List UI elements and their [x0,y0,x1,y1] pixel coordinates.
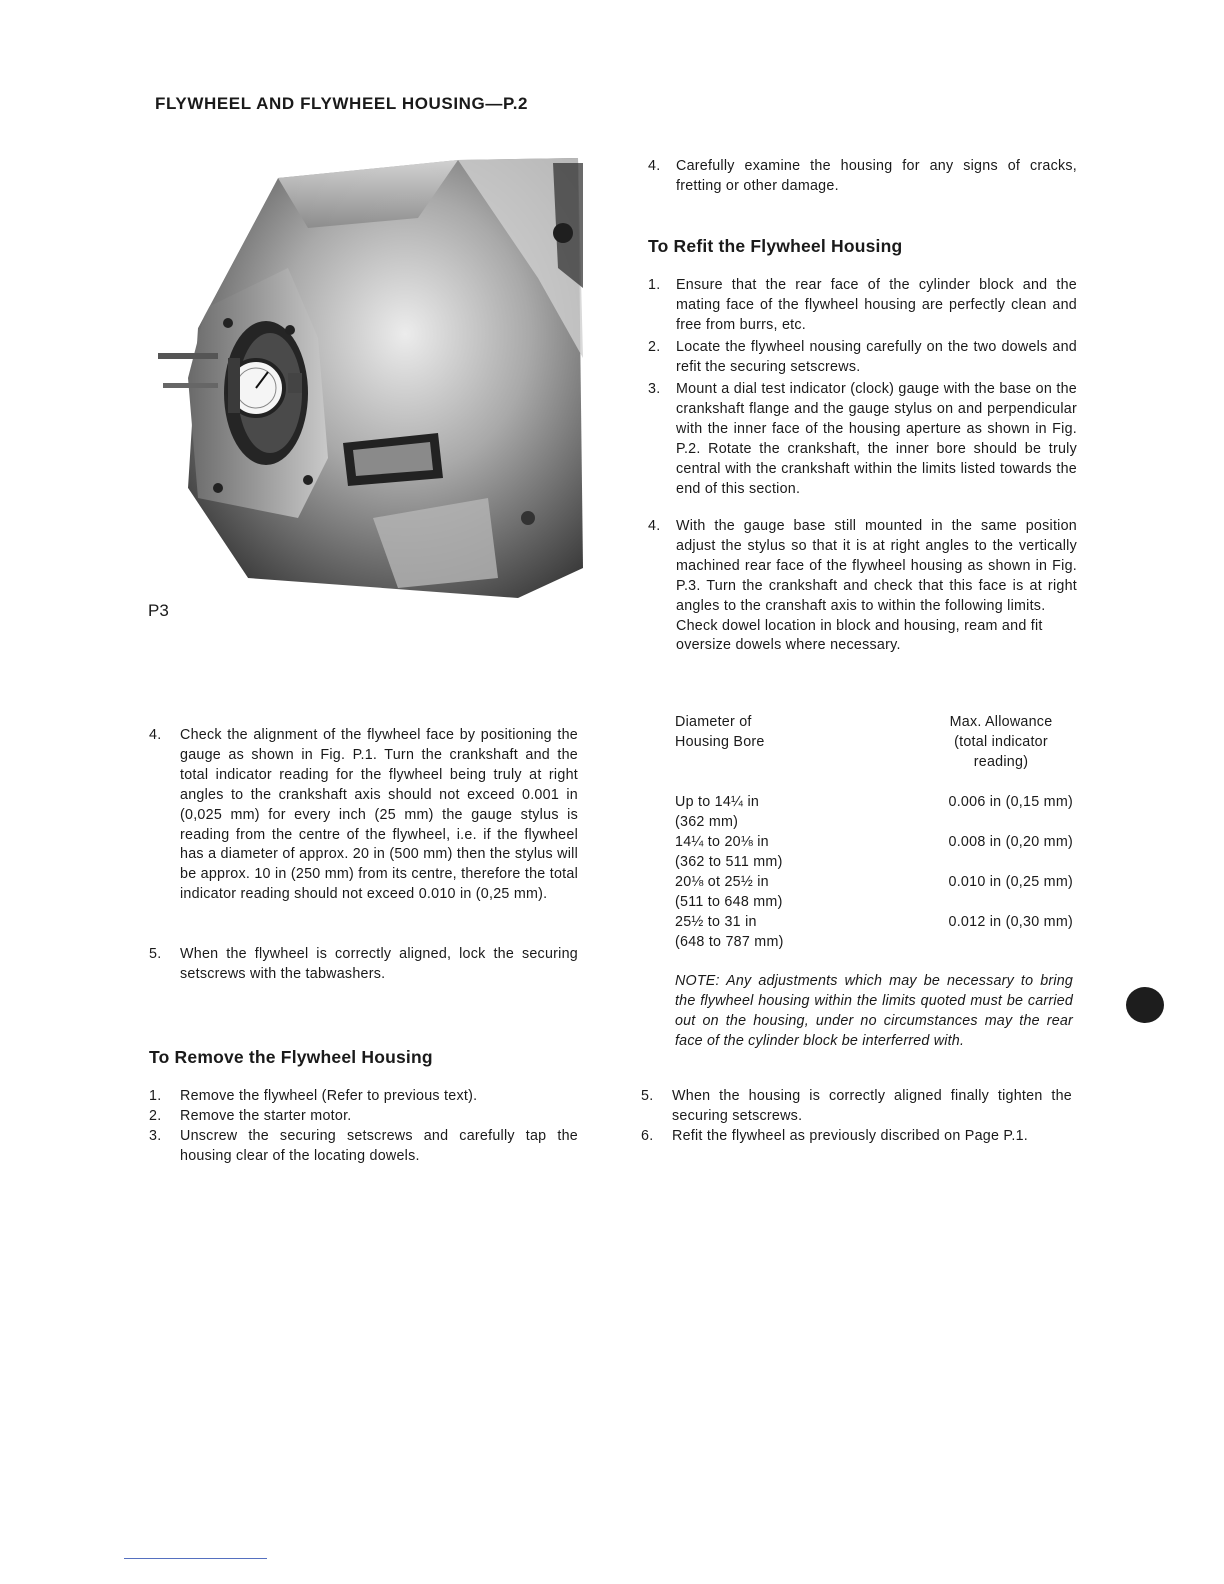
note: NOTE: Any adjustments which may be necessary to bring the flywheel housing within the limits quoted must be carried out on the housing, under no circumstances may the rear face of the cylinder block be interferred with. [675,973,1073,1049]
bore-in: 14¼ to 20⅛ in [675,834,769,850]
list-item-number: 5. [149,946,162,962]
bore-mm: (511 to 648 mm) [675,893,783,910]
list-item-text: When the flywheel is correctly aligned, lock the securing setscrews with the tabwashers. [180,946,578,982]
list-item-text: Locate the flywheel nousing carefully on the two dowels and refit the securing setscrews. [676,339,1077,375]
table-cell-allowance: 0.010 in (0,25 mm) [948,874,1073,890]
table-cell-bore [675,873,845,913]
footer-rule [124,1558,267,1559]
list-item-number: 6. [641,1128,654,1144]
section-heading-refit: To Refit the Flywheel Housing [648,236,903,256]
list-item-number: 2. [149,1108,162,1124]
table-cell-allowance: 0.006 in (0,15 mm) [948,794,1073,810]
list-item-text-extra: Check dowel location in block and housing, ream and fit oversize dowels where necessary. [676,617,1043,654]
list-item-number: 4. [149,727,162,743]
list-item-text: Carefully examine the housing for any signs of cracks, fretting or other damage. [676,158,1077,194]
table-cell-bore [675,793,845,833]
list-item-number: 5. [641,1088,654,1104]
table-header-bore: Diameter of Housing Bore [675,714,765,750]
list-item-text: Mount a dial test indicator (clock) gauge with the base on the crankshaft flange and the gauge stylus on and perpendicular with the inner face of the housing aperture as shown in Fig. P.2. Rotate the crankshaft, the inner bore should be truly central with the crankshaft within the limits listed towards the end of this section. [676,381,1077,497]
list-item-text: Remove the flywheel (Refer to previous text). [180,1088,478,1104]
list-item-number: 4. [648,518,661,534]
table-cell-allowance: 0.012 in (0,30 mm) [948,914,1073,930]
list-item-text: Ensure that the rear face of the cylinder block and the mating face of the flywheel housing are perfectly clean and free from burrs, etc. [676,277,1077,333]
list-item-number: 1. [648,277,661,293]
bore-mm: (362 mm) [675,813,739,830]
list-item-text: Remove the starter motor. [180,1108,352,1124]
list-item-number: 4. [648,158,661,174]
page-title: FLYWHEEL AND FLYWHEEL HOUSING—P.2 [155,94,529,113]
section-heading-remove: To Remove the Flywheel Housing [149,1047,433,1067]
bore-mm: (648 to 787 mm) [675,933,784,950]
list-item-number: 1. [149,1088,162,1104]
bore-in: 20⅛ ot 25½ in [675,874,769,890]
list-item-text: Refit the flywheel as previously discribed on Page P.1. [672,1128,1029,1144]
list-item-number: 3. [149,1128,162,1144]
list-item-text: When the housing is correctly aligned finally tighten the securing setscrews. [672,1088,1072,1124]
bore-in: 25½ to 31 in [675,914,757,930]
figure-label: P3 [148,601,169,620]
engine-photo-icon [158,158,583,598]
list-item-text: Check the alignment of the flywheel face by positioning the gauge as shown in Fig. P.1. Turn the crankshaft and the total indicator reading for the flywheel being truly at right angles to the crankshaft axis should not exceed 0.001 in (0,025 mm) for every inch (25 mm) the gauge stylus is reading from the centre of the flywheel, i.e. if the flywheel has a diameter of approx. 20 in (500 mm) then the stylus will be approx. 10 in (250 mm) from its centre, therefore the total indicator reading should not exceed 0.010 in (0,25 mm). [180,727,578,903]
punch-hole-mark [1126,987,1164,1023]
list-item-number: 3. [648,381,661,397]
list-item-number: 2. [648,339,661,355]
bore-mm: (362 to 511 mm) [675,853,783,870]
table-cell-bore [675,833,845,873]
list-item-text: Unscrew the securing setscrews and carefully tap the housing clear of the locating dowels. [180,1128,578,1164]
table-cell-allowance: 0.008 in (0,20 mm) [948,834,1073,850]
table-cell-bore [675,913,845,953]
table-header-allowance: Max. Allowance (total indicator reading) [949,714,1053,770]
bore-in: Up to 14¼ in [675,794,760,810]
list-item-text-main: With the gauge base still mounted in the same position adjust the stylus so that it is at right angles to the vertically machined rear face of the flywheel housing as shown in Fig. P.3. Turn the crankshaft and check that this face is at right angles to the cranshaft axis to within the following limits. [676,518,1077,614]
list-item-text [676,517,1077,656]
